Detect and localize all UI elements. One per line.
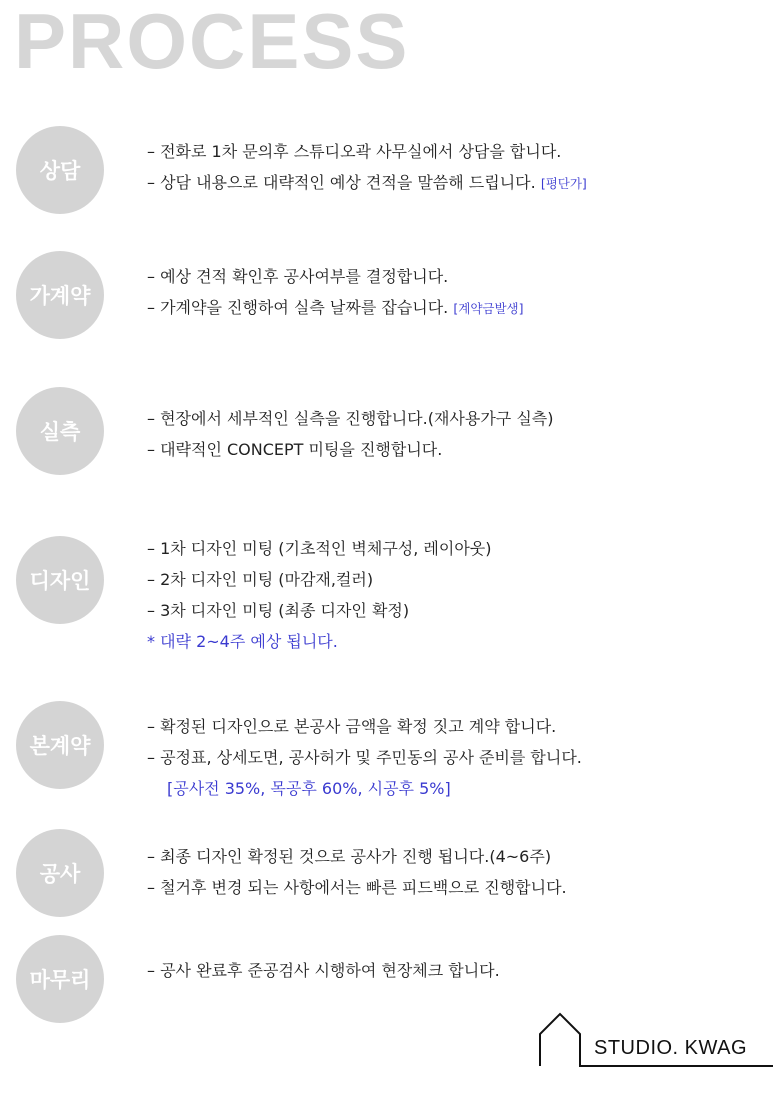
- detail-line: – 3차 디자인 미팅 (최종 디자인 확정): [147, 601, 410, 620]
- detail-line: – 1차 디자인 미팅 (기초적인 벽체구성, 레이아웃): [147, 539, 492, 558]
- step-details: [147, 403, 554, 465]
- detail-line: – 예상 견적 확인후 공사여부를 결정합니다.: [147, 267, 449, 286]
- step-details: [147, 533, 491, 657]
- payment-schedule-note: [공사전 35%, 목공후 60%, 시공후 5%]: [167, 779, 451, 798]
- step-badge-completion: 마무리: [16, 935, 104, 1023]
- detail-line: – 철거후 변경 되는 사항에서는 빠른 피드백으로 진행합니다.: [147, 878, 567, 897]
- step-details: [147, 841, 567, 903]
- detail-line: – 대략적인 CONCEPT 미팅을 진행합니다.: [147, 440, 443, 459]
- detail-line: – 2차 디자인 미팅 (마감재,컬러): [147, 570, 374, 589]
- step-details: [147, 711, 582, 804]
- detail-line: – 가계약을 진행하여 실측 날짜를 잡습니다. [계약금발생]: [147, 298, 524, 317]
- detail-line: – 상담 내용으로 대략적인 예상 견적을 말씀해 드립니다. [평단가]: [147, 173, 587, 192]
- detail-line: – 현장에서 세부적인 실측을 진행합니다.(재사용가구 실측): [147, 409, 554, 428]
- step-badge-provisional-contract: 가계약: [16, 251, 104, 339]
- step-badge-design: 디자인: [16, 536, 104, 624]
- deposit-tag: [계약금발생]: [453, 301, 524, 316]
- step-details: [147, 136, 587, 199]
- detail-line: – 공정표, 상세도면, 공사허가 및 주민동의 공사 준비를 합니다.: [147, 748, 582, 767]
- brand-logo-text: STUDIO. KWAG: [594, 1037, 748, 1059]
- step-badge-consultation: 상담: [16, 126, 104, 214]
- step-badge-construction: 공사: [16, 829, 104, 917]
- price-tag: [평단가]: [540, 176, 587, 191]
- detail-line: – 전화로 1차 문의후 스튜디오곽 사무실에서 상담을 합니다.: [147, 142, 562, 161]
- step-details: [147, 261, 524, 324]
- page-title: PROCESS: [14, 0, 410, 85]
- step-badge-measurement: 실측: [16, 387, 104, 475]
- step-details: [147, 955, 500, 986]
- step-badge-main-contract: 본계약: [16, 701, 104, 789]
- duration-note: * 대략 2~4주 예상 됩니다.: [147, 632, 338, 651]
- detail-line: – 확정된 디자인으로 본공사 금액을 확정 짓고 계약 합니다.: [147, 717, 557, 736]
- detail-line: – 공사 완료후 준공검사 시행하여 현장체크 합니다.: [147, 961, 500, 980]
- detail-line: – 최종 디자인 확정된 것으로 공사가 진행 됩니다.(4~6주): [147, 847, 552, 866]
